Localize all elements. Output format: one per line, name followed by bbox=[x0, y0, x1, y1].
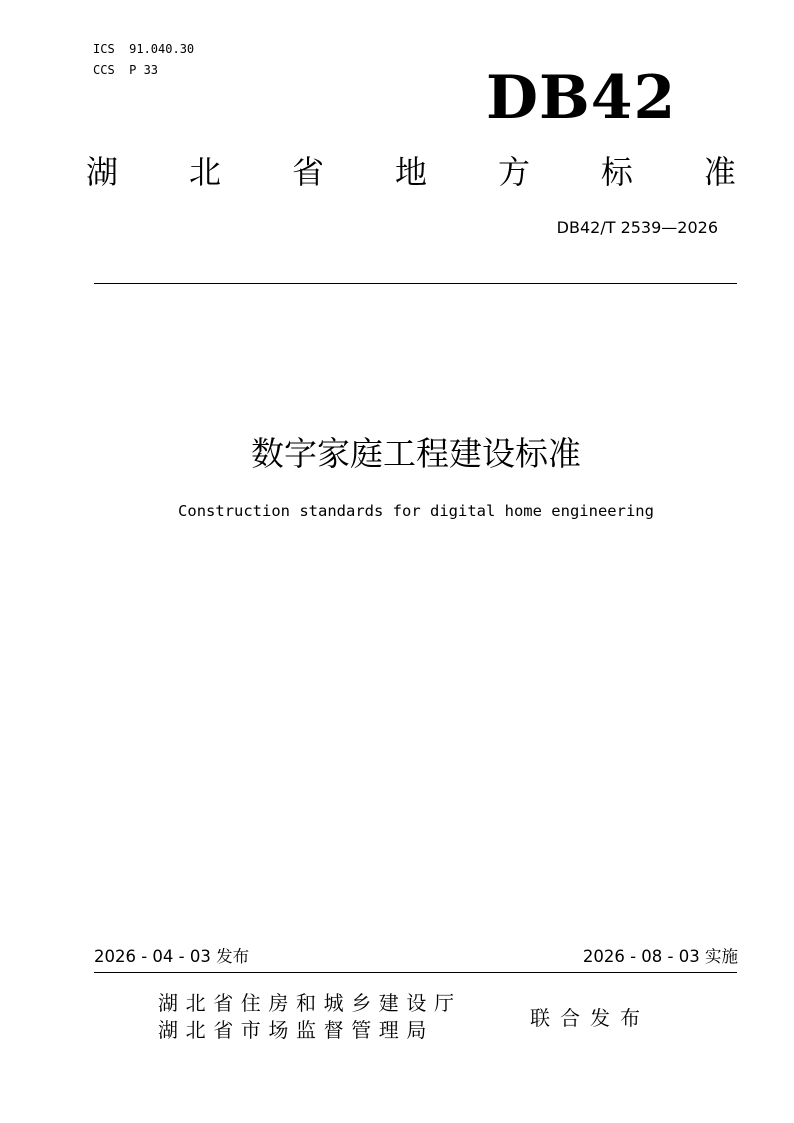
document-english-title: Construction standards for digital home engineering bbox=[178, 502, 654, 520]
standard-type-char: 地 bbox=[394, 153, 427, 191]
standard-type-char: 标 bbox=[600, 153, 633, 191]
joint-issue-label: 联合发布 bbox=[530, 1006, 650, 1030]
issuer-housing-department: 湖北省住房和城乡建设厅 bbox=[158, 991, 462, 1015]
classification-codes bbox=[93, 39, 194, 81]
issue-date: 2026 - 04 - 03 发布 bbox=[94, 947, 250, 966]
standard-number: DB42/T 2539—2026 bbox=[556, 218, 718, 237]
standard-type-char: 北 bbox=[188, 153, 221, 191]
issuing-authorities bbox=[158, 990, 462, 1044]
standard-type-title bbox=[86, 150, 736, 194]
ccs-code: CCS P 33 bbox=[93, 63, 159, 77]
document-title: 数字家庭工程建设标准 bbox=[251, 434, 581, 473]
standard-type-char: 准 bbox=[703, 153, 736, 191]
ics-code: ICS 91.040.30 bbox=[93, 42, 195, 56]
standard-type-char: 湖 bbox=[86, 153, 119, 191]
standard-type-char: 省 bbox=[291, 153, 324, 191]
standard-type-char: 方 bbox=[497, 153, 530, 191]
header-divider bbox=[94, 283, 737, 284]
implementation-date: 2026 - 08 - 03 实施 bbox=[582, 947, 738, 966]
footer-divider bbox=[94, 972, 737, 973]
db42-logo: DB42 bbox=[486, 63, 677, 133]
issuer-market-regulation: 湖北省市场监督管理局 bbox=[158, 1018, 434, 1042]
